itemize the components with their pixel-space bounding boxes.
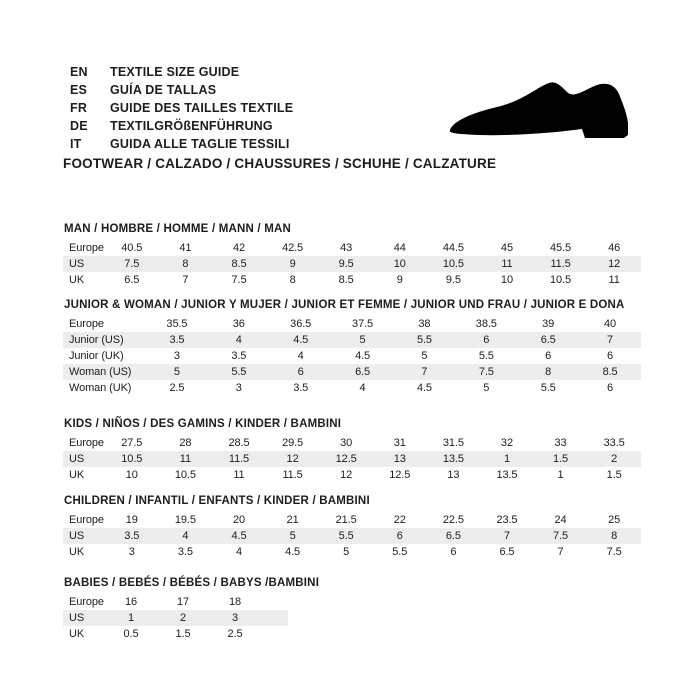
size-cell: 31 xyxy=(393,437,406,449)
size-cell: 10.5 xyxy=(105,451,159,467)
language-row xyxy=(70,135,293,153)
size-cell: 7.5 xyxy=(105,256,159,272)
size-cell: 4.5 xyxy=(285,546,301,558)
row-label: Woman (UK) xyxy=(69,382,132,394)
size-cell: 1 xyxy=(480,451,534,467)
size-cell: 11.5 xyxy=(282,469,303,481)
size-cell: 4 xyxy=(359,382,366,394)
size-cell: 4 xyxy=(297,350,304,362)
size-cell: 2 xyxy=(587,451,641,467)
size-cell: 3 xyxy=(173,350,180,362)
size-cell: 39 xyxy=(542,318,555,330)
table-title: JUNIOR & WOMAN / JUNIOR Y MUJER / JUNIOR ET FEMME / JUNIOR UND FRAU / JUNIOR E DONA xyxy=(64,299,625,311)
size-cell: 37.5 xyxy=(352,318,374,330)
size-cell: 8 xyxy=(587,528,641,544)
size-cell: 4 xyxy=(235,546,242,558)
size-cell: 38 xyxy=(418,318,431,330)
size-cell: 4 xyxy=(159,528,213,544)
size-cell: 29.5 xyxy=(282,437,304,449)
size-tables xyxy=(63,216,641,642)
size-cell: 38.5 xyxy=(475,318,497,330)
size-table xyxy=(63,512,641,560)
size-cell: 28 xyxy=(179,437,192,449)
row-label: US xyxy=(63,256,105,272)
size-cell: 3.5 xyxy=(231,350,247,362)
size-cell: 4.5 xyxy=(212,528,266,544)
table-title: CHILDREN / INFANTIL / ENFANTS / KINDER / BAMBINI xyxy=(64,495,370,507)
language-row xyxy=(70,63,293,81)
spacer-cell xyxy=(261,594,288,610)
size-cell: 5 xyxy=(266,528,320,544)
size-cell: 3 xyxy=(128,546,135,558)
row-label: Junior (US) xyxy=(63,332,146,348)
size-cell: 3.5 xyxy=(146,332,208,348)
size-cell: 8 xyxy=(289,274,296,286)
size-cell: 5.5 xyxy=(392,546,408,558)
size-cell: 5.5 xyxy=(208,364,270,380)
size-cell: 7.5 xyxy=(455,364,517,380)
size-cell: 17 xyxy=(176,596,190,608)
table-row xyxy=(63,332,641,348)
size-cell: 6.5 xyxy=(517,332,579,348)
size-cell: 11.5 xyxy=(212,451,266,467)
table-row xyxy=(63,380,641,396)
size-cell: 28.5 xyxy=(228,437,250,449)
language-label: GUIDE DES TAILLES TEXTILE xyxy=(110,101,294,115)
size-cell: 5 xyxy=(332,332,394,348)
size-cell: 5 xyxy=(421,350,428,362)
size-cell: 16 xyxy=(124,596,138,608)
size-cell: 5.5 xyxy=(319,528,373,544)
size-cell: 1.5 xyxy=(534,451,588,467)
size-cell: 11 xyxy=(480,256,534,272)
size-cell: 44.5 xyxy=(442,242,464,254)
size-cell: 1 xyxy=(557,469,564,481)
size-cell: 1.5 xyxy=(606,469,622,481)
size-cell: 42 xyxy=(232,242,245,254)
size-cell: 10 xyxy=(500,274,513,286)
size-cell: 8.5 xyxy=(579,364,641,380)
size-table-section xyxy=(63,298,641,396)
size-cell: 10.5 xyxy=(427,256,481,272)
size-table-section xyxy=(63,222,641,288)
size-cell: 20 xyxy=(232,514,245,526)
size-cell: 6 xyxy=(607,350,614,362)
size-cell: 6.5 xyxy=(124,274,140,286)
row-label: Europe xyxy=(69,514,104,526)
spacer-cell xyxy=(261,610,288,626)
size-cell: 18 xyxy=(228,596,242,608)
size-cell: 6.5 xyxy=(427,528,481,544)
size-cell: 10 xyxy=(373,256,427,272)
size-table-section xyxy=(63,417,641,483)
spacer-cell xyxy=(261,626,288,642)
size-cell: 8.5 xyxy=(212,256,266,272)
size-cell: 42.5 xyxy=(282,242,304,254)
size-cell: 13.5 xyxy=(496,469,518,481)
language-guide xyxy=(70,63,293,153)
size-cell: 5.5 xyxy=(478,350,494,362)
table-row xyxy=(63,348,641,364)
table-row xyxy=(63,467,641,483)
size-cell: 33.5 xyxy=(603,437,625,449)
size-cell: 21.5 xyxy=(335,514,357,526)
size-cell: 1 xyxy=(105,610,157,626)
size-cell: 7 xyxy=(557,546,564,558)
size-cell: 10.5 xyxy=(174,469,196,481)
size-cell: 4.5 xyxy=(416,382,432,394)
size-cell: 32 xyxy=(500,437,513,449)
size-cell: 6 xyxy=(607,382,614,394)
size-cell: 5 xyxy=(483,382,490,394)
size-cell: 30 xyxy=(340,437,353,449)
size-cell: 2 xyxy=(157,610,209,626)
table-row xyxy=(63,272,641,288)
size-cell: 7.5 xyxy=(606,546,622,558)
size-cell: 12.5 xyxy=(319,451,373,467)
size-cell: 3.5 xyxy=(177,546,193,558)
language-row xyxy=(70,99,293,117)
size-cell: 12 xyxy=(340,469,353,481)
language-label: GUIDA ALLE TAGLIE TESSILI xyxy=(110,137,290,151)
size-cell: 0.5 xyxy=(123,628,139,640)
size-cell: 23.5 xyxy=(496,514,518,526)
size-cell: 12 xyxy=(266,451,320,467)
size-cell: 7.5 xyxy=(231,274,247,286)
table-row xyxy=(63,594,288,610)
language-row xyxy=(70,81,293,99)
table-row xyxy=(63,544,641,560)
size-cell: 6 xyxy=(455,332,517,348)
size-cell: 5.5 xyxy=(540,382,556,394)
table-row xyxy=(63,240,641,256)
row-label: Woman (US) xyxy=(63,364,146,380)
language-label: TEXTILE SIZE GUIDE xyxy=(110,65,240,79)
size-cell: 11 xyxy=(233,469,245,481)
size-cell: 6 xyxy=(373,528,427,544)
size-cell: 12.5 xyxy=(389,469,411,481)
row-label: US xyxy=(63,451,105,467)
size-cell: 35.5 xyxy=(166,318,188,330)
size-table-section xyxy=(63,576,641,642)
table-title: MAN / HOMBRE / HOMME / MANN / MAN xyxy=(64,223,292,235)
language-code: DE xyxy=(70,119,88,133)
size-cell: 40 xyxy=(604,318,617,330)
size-cell: 1.5 xyxy=(175,628,191,640)
size-cell: 45 xyxy=(500,242,513,254)
table-row xyxy=(63,364,641,380)
size-cell: 8 xyxy=(159,256,213,272)
size-cell: 36.5 xyxy=(290,318,312,330)
size-cell: 8 xyxy=(517,364,579,380)
size-cell: 21 xyxy=(286,514,299,526)
category-title: FOOTWEAR / CALZADO / CHAUSSURES / SCHUHE / CALZATURE xyxy=(63,156,497,171)
size-cell: 11.5 xyxy=(534,256,588,272)
size-cell: 19.5 xyxy=(174,514,196,526)
row-label: UK xyxy=(69,274,85,286)
size-table xyxy=(63,594,288,642)
language-code: ES xyxy=(70,83,88,97)
size-cell: 11 xyxy=(608,274,620,286)
row-label: Europe xyxy=(69,242,104,254)
dress-shoe-icon xyxy=(444,74,636,154)
size-cell: 3 xyxy=(209,610,261,626)
row-label: US xyxy=(63,610,105,626)
size-table xyxy=(63,435,641,483)
size-cell: 13 xyxy=(373,451,427,467)
table-row xyxy=(63,316,641,332)
size-cell: 24 xyxy=(554,514,567,526)
size-cell: 7.5 xyxy=(534,528,588,544)
size-cell: 4.5 xyxy=(270,332,332,348)
size-table-section xyxy=(63,494,641,560)
size-cell: 4.5 xyxy=(355,350,371,362)
size-cell: 9.5 xyxy=(445,274,461,286)
size-cell: 2.5 xyxy=(169,382,185,394)
size-cell: 27.5 xyxy=(121,437,143,449)
size-cell: 6 xyxy=(545,350,552,362)
row-label: Europe xyxy=(69,596,104,608)
size-cell: 22 xyxy=(393,514,406,526)
size-cell: 19 xyxy=(125,514,138,526)
size-table xyxy=(63,240,641,288)
table-row xyxy=(63,610,288,626)
size-cell: 6 xyxy=(270,364,332,380)
row-label: US xyxy=(63,528,105,544)
table-row xyxy=(63,512,641,528)
size-cell: 5.5 xyxy=(394,332,456,348)
size-cell: 31.5 xyxy=(442,437,464,449)
size-table xyxy=(63,316,641,396)
row-label: Junior (UK) xyxy=(69,350,124,362)
table-title: KIDS / NIÑOS / DES GAMINS / KINDER / BAMBINI xyxy=(64,418,342,430)
size-cell: 4 xyxy=(208,332,270,348)
size-cell: 33 xyxy=(554,437,567,449)
row-label: UK xyxy=(69,628,85,640)
size-cell: 46 xyxy=(608,242,621,254)
size-cell: 3.5 xyxy=(293,382,309,394)
row-label: Europe xyxy=(69,437,104,449)
table-row xyxy=(63,528,641,544)
language-row xyxy=(70,117,293,135)
size-cell: 10 xyxy=(125,469,138,481)
size-cell: 9.5 xyxy=(319,256,373,272)
size-cell: 12 xyxy=(587,256,641,272)
table-row xyxy=(63,451,641,467)
size-cell: 9 xyxy=(396,274,403,286)
size-cell: 25 xyxy=(608,514,621,526)
size-cell: 6.5 xyxy=(499,546,515,558)
size-cell: 43 xyxy=(340,242,353,254)
size-cell: 7 xyxy=(182,274,189,286)
size-cell: 8.5 xyxy=(338,274,354,286)
size-cell: 7 xyxy=(394,364,456,380)
row-label: Europe xyxy=(69,318,104,330)
size-cell: 36 xyxy=(232,318,245,330)
size-cell: 44 xyxy=(393,242,406,254)
size-cell: 2.5 xyxy=(227,628,243,640)
size-cell: 3 xyxy=(235,382,242,394)
row-label: UK xyxy=(69,546,85,558)
size-cell: 5 xyxy=(146,364,208,380)
language-code: FR xyxy=(70,101,88,115)
language-code: IT xyxy=(70,137,82,151)
size-cell: 3.5 xyxy=(105,528,159,544)
size-cell: 13 xyxy=(447,469,460,481)
size-cell: 5 xyxy=(343,546,350,558)
size-cell: 11 xyxy=(159,451,213,467)
size-cell: 7 xyxy=(579,332,641,348)
table-row xyxy=(63,435,641,451)
table-row xyxy=(63,626,288,642)
size-cell: 7 xyxy=(480,528,534,544)
size-cell: 45.5 xyxy=(550,242,572,254)
size-cell: 10.5 xyxy=(550,274,572,286)
table-title: BABIES / BEBÉS / BÉBÉS / BABYS /BAMBINI xyxy=(64,577,320,589)
size-cell: 6.5 xyxy=(332,364,394,380)
table-row xyxy=(63,256,641,272)
language-label: TEXTILGRÖßENFÜHRUNG xyxy=(110,119,273,133)
size-cell: 41 xyxy=(179,242,192,254)
size-cell: 40.5 xyxy=(121,242,143,254)
size-cell: 9 xyxy=(266,256,320,272)
size-cell: 13.5 xyxy=(427,451,481,467)
language-label: GUÍA DE TALLAS xyxy=(110,83,217,97)
size-cell: 22.5 xyxy=(442,514,464,526)
language-code: EN xyxy=(70,65,88,79)
size-cell: 6 xyxy=(450,546,457,558)
row-label: UK xyxy=(69,469,85,481)
